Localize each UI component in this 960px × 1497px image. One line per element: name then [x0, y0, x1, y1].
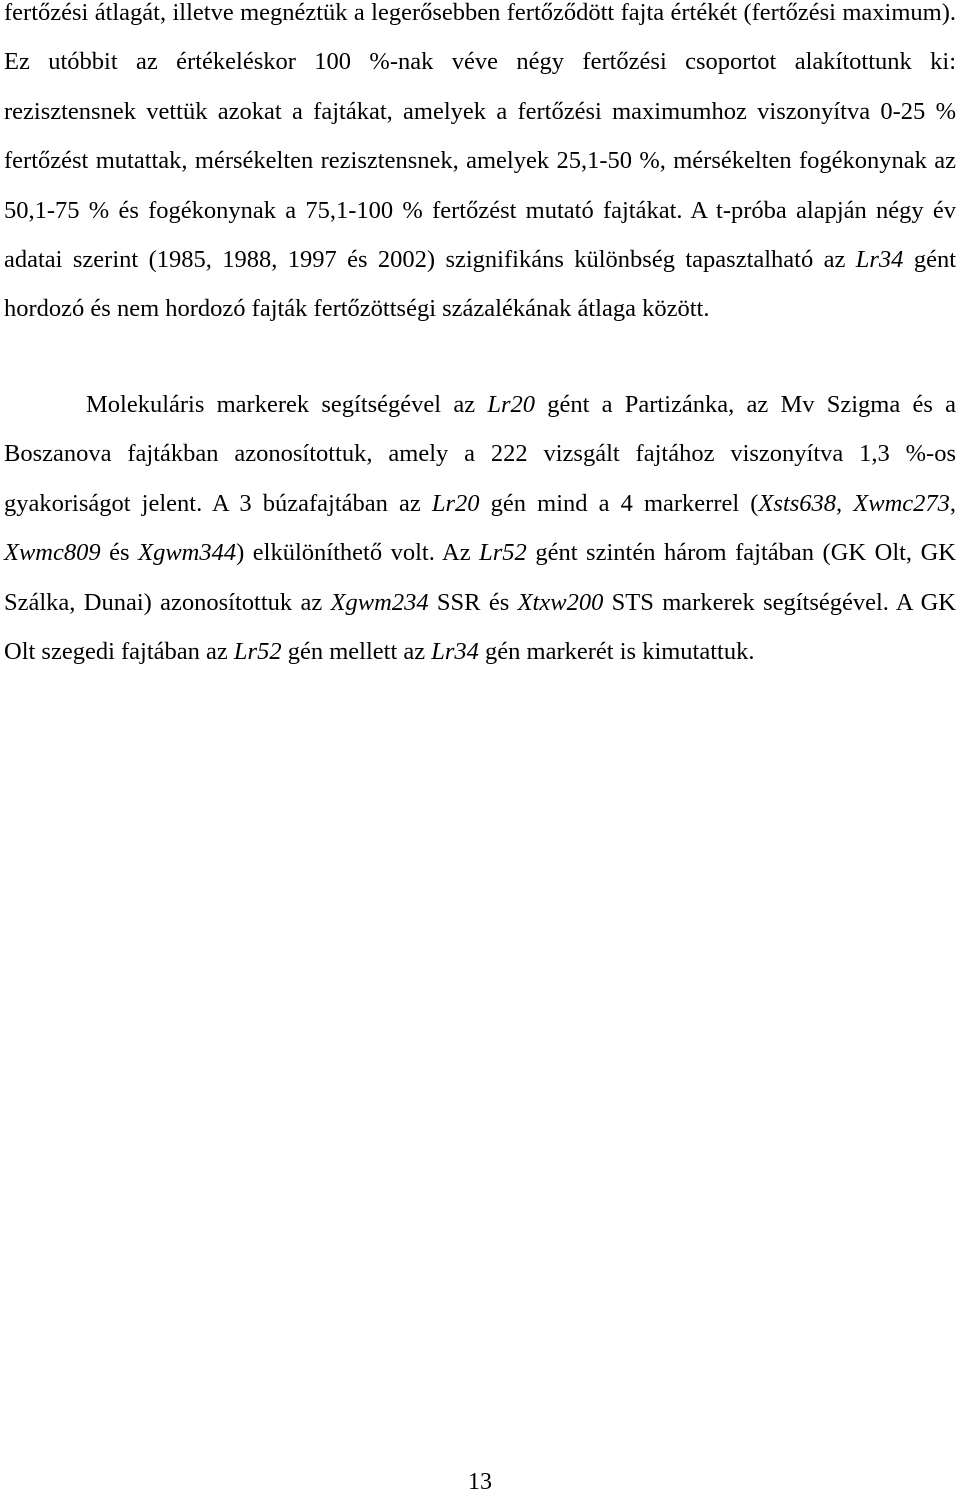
gene-name: Lr20 — [431, 489, 480, 517]
paragraph-infection-groups — [4, 0, 956, 334]
page-number: 13 — [468, 1469, 492, 1495]
gene-name: Lr52 — [233, 638, 282, 666]
text-run: és — [100, 539, 139, 567]
marker-name: Xtxw200 — [517, 588, 604, 616]
gene-name: Lr34 — [431, 638, 479, 666]
text-run: gént szintén három fajtában (GK Olt, GK Szálka, Dunai) azonosítottuk az — [4, 539, 956, 616]
paragraph-molecular-markers — [4, 380, 956, 676]
marker-name: Xwmc273 — [853, 489, 950, 517]
gene-name: Lr20 — [487, 391, 535, 418]
gene-name: Lr52 — [479, 539, 527, 567]
text-run: Molekuláris markerek segítségével az — [86, 391, 488, 418]
marker-name: Xgwm344 — [138, 539, 237, 567]
text-run: gén mellett az — [281, 638, 432, 666]
text-run: , — [949, 489, 957, 517]
gene-name: Lr34 — [855, 246, 904, 274]
marker-name: Xsts638 — [758, 489, 837, 517]
text-run: ) elkülöníthető volt. Az — [236, 539, 480, 567]
text-run: fertőzési átlagát, illetve megnéztük a legerősebben fertőződött fajta értékét (fertőzési maximum). Ez utóbbit az értékeléskor 100 %-nak véve négy fertőzési csoportot alakítottunk ki: rezisztensnek vettük azokat a fajtákat, amelyek a fertőzési maximumhoz viszonyítva 0-25 % fertőzést mutattak, mérsékelten rezisztensnek, amelyek 25,1-50 %, mérsékelten fogékonynak az 50,1-75 % és fogékonynak a 75,1-100 % fertőzést mutató fajtákat. A t-próba alapján négy év adatai szerint (1985, 1988, 1997 és 2002) szignifikáns különbség tapasztalható az — [4, 0, 956, 274]
marker-name: Xwmc809 — [4, 539, 101, 567]
text-run: gént hordozó és nem hordozó fajták fertőzöttségi százalékának átlaga között. — [4, 246, 957, 323]
text-run: , — [836, 489, 854, 517]
marker-name: Xgwm234 — [330, 588, 429, 616]
text-run: gén markerét is kimutattuk. — [478, 638, 755, 666]
text-run: gén mind a 4 markerrel ( — [479, 489, 759, 517]
text-run: STS markerek segítségével. A GK Olt szegedi fajtában az — [4, 588, 956, 666]
text-run: SSR és — [428, 588, 518, 616]
text-run: gént a Partizánka, az Mv Szigma és a Boszanova fajtákban azonosítottuk, amely a 222 vizsgált fajtához viszonyítva 1,3 %-os gyakoriságot jelent. A 3 búzafajtában az — [4, 391, 956, 517]
